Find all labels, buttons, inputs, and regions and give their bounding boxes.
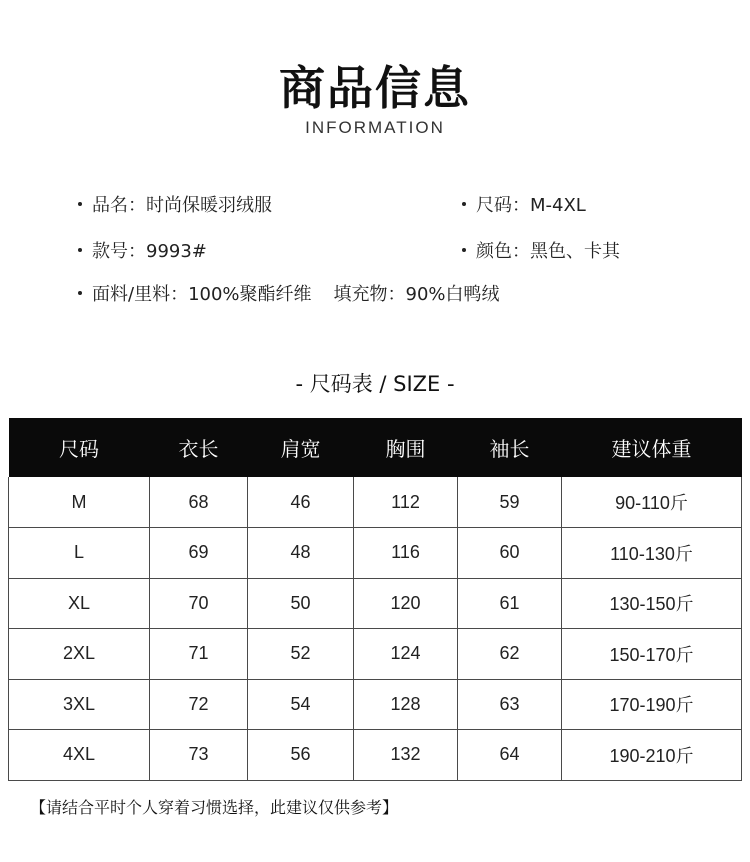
table-cell: 68 [150,477,248,528]
table-cell: 63 [458,679,562,730]
size-chart-table [8,418,742,781]
page-subtitle: INFORMATION [305,118,445,137]
table-cell: 2XL [9,629,150,680]
table-cell: 69 [150,528,248,579]
bullet-icon [78,202,82,206]
table-cell: 73 [150,730,248,781]
table-cell: 60 [458,528,562,579]
column-header: 胸围 [354,418,458,477]
table-cell: 128 [354,679,458,730]
table-cell: 124 [354,629,458,680]
table-cell: 70 [150,578,248,629]
table-cell: 130-150斤 [562,578,742,629]
table-row [9,730,742,781]
size-chart-header-row [9,418,742,477]
table-cell: 112 [354,477,458,528]
table-cell: 170-190斤 [562,679,742,730]
column-header: 衣长 [150,418,248,477]
table-cell: 150-170斤 [562,629,742,680]
table-cell: 48 [248,528,354,579]
table-cell: 116 [354,528,458,579]
product-name-text: 品名：时尚保暖羽绒服 [92,195,272,216]
table-cell: 50 [248,578,354,629]
table-row [9,629,742,680]
filling-text: 填充物：90%白鸭绒 [333,284,500,305]
table-cell: 90-110斤 [562,477,742,528]
bullet-icon [78,248,82,252]
size-chart-heading: - 尺码表 / SIZE - [295,372,455,396]
table-cell: 52 [248,629,354,680]
table-cell: 120 [354,578,458,629]
size-advice-note: 【请结合平时个人穿着习惯选择，此建议仅供参考】 [30,798,399,817]
table-row [9,679,742,730]
table-row [9,528,742,579]
table-cell: M [9,477,150,528]
info-style-number [78,237,207,263]
table-cell: 56 [248,730,354,781]
table-cell: 64 [458,730,562,781]
column-header: 肩宽 [248,418,354,477]
info-material [78,280,500,306]
bullet-icon [462,248,466,252]
table-cell: 4XL [9,730,150,781]
table-row [9,578,742,629]
table-cell: 62 [458,629,562,680]
table-cell: 59 [458,477,562,528]
info-product-name [78,191,272,217]
table-cell: 190-210斤 [562,730,742,781]
size-range-text: 尺码：M-4XL [476,195,586,216]
table-cell: 71 [150,629,248,680]
table-cell: 46 [248,477,354,528]
color-text: 颜色：黑色、卡其 [476,241,620,262]
table-cell: 72 [150,679,248,730]
column-header: 袖长 [458,418,562,477]
fabric-text: 面料/里料：100%聚酯纤维 [92,284,312,305]
bullet-icon [462,202,466,206]
info-color [462,237,620,263]
table-row [9,477,742,528]
column-header: 尺码 [9,418,150,477]
style-number-text: 款号：9993# [92,241,207,262]
page-title: 商品信息 [279,61,471,115]
table-cell: 3XL [9,679,150,730]
info-size-range [462,191,586,217]
column-header: 建议体重 [562,418,742,477]
table-cell: L [9,528,150,579]
table-cell: XL [9,578,150,629]
table-cell: 132 [354,730,458,781]
bullet-icon [78,291,82,295]
table-cell: 61 [458,578,562,629]
table-cell: 110-130斤 [562,528,742,579]
table-cell: 54 [248,679,354,730]
